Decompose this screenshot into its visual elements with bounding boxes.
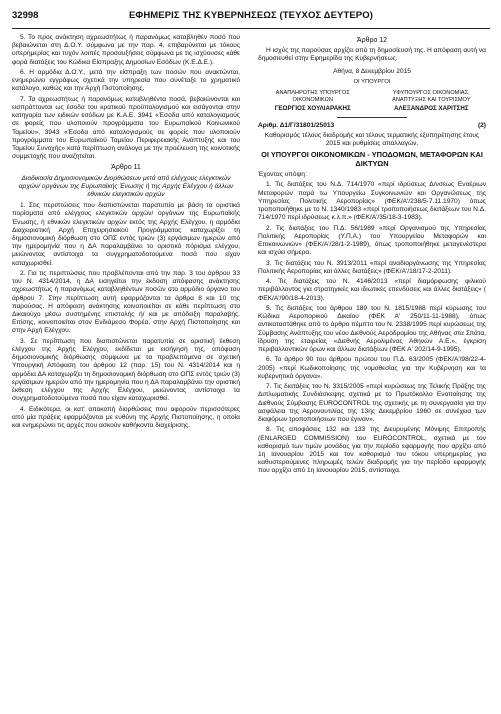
signature-role: ΥΦΥΠΟΥΡΓΟΣ ΟΙΚΟΝΟΜΙΑΣ, ΑΝΑΠΤΥΞΗΣ ΚΑΙ ΤΟΥΡΙΣΜΟΥ	[392, 90, 471, 103]
paragraph: 7. Τα αχρεωστήτως ή παρανόμως καταβληθέντα ποσά, βεβαιώνονται και εισπράττονται ως έσοδα του κρατικού προϋπολογισμού και εισάγονται στην κατηγορία των ειδικών εσόδων με Κ.Α.Ε. 3941 «Έσοδα από καταλογισμούς σε φορείς που υλοποιούν προγράμματα του Ευρωπαϊκού Κοινωνικού Ταμείου», 3943 «Έσοδα από καταλογισμούς σε φορείς που υλοποιούν προγράμματα του Ευρωπαϊκού Ταμείου Περιφερειακής Ανάπτυξης και του Ταμείου Συνοχής» κατά περίπτωση ανάλογα με την προέλευση της κοινοτικής συμμετοχής που αναζητείται.	[12, 95, 240, 161]
divider	[337, 117, 407, 118]
ministers-label: ΟΙ ΥΠΟΥΡΓΟΙ	[353, 78, 391, 85]
signatures-block	[258, 90, 486, 112]
signature-2	[377, 90, 486, 112]
paragraph: 4. Τις διατάξεις του Ν. 4146/2013 «περί διαμόρφωσης φιλικού περιβάλλοντος για στρατηγικές και ιδιωτικές επενδύσεις και άλλες διατάξεις» ( ΦΕΚ/Α'/90/18-4-2013).	[258, 278, 486, 302]
right-column	[258, 34, 486, 478]
paragraph: 2. Τις διατάξεις του Π.Δ. 56/1989 «περί Οργανισμού της Υπηρεσίας Πολιτικής Αεροπορίας (Υ.Π.Α.) του Υπουργείου Μεταφορών και Επικοινωνιών» (ΦΕΚ/Α'/28/1-2-1989), όπως τροποποιήθηκε μεταγενέστερα και ισχύει σήμερα.	[258, 224, 486, 257]
paragraph: 6. Η αρμόδια Δ.Ο.Υ., μετά την είσπραξη των ποσών που ανακτώνται, ενημερώνει εγγράφως σχετικά την υπηρεσία που συνέταξε το χρηματικό κατάλογο, καθώς και την Αρχή Πιστοποίησης.	[12, 69, 240, 93]
signature-name: ΑΛΕΞΑΝΔΡΟΣ ΧΑΡΙΤΣΗΣ	[393, 104, 469, 112]
journal-title: ΕΦΗΜΕΡΙΣ ΤΗΣ ΚΥΒΕΡΝΗΣΕΩΣ (ΤΕΥΧΟΣ ΔΕΥΤΕΡΟ)	[129, 10, 373, 21]
paragraph: Η ισχύς της παρούσας αρχίζει από τη δημοσίευσή της. Η απόφαση αυτή να δημοσιευθεί στην Εφημερίδα της Κυβερνήσεως.	[258, 47, 486, 63]
page-number: 32998	[12, 10, 39, 21]
page-header	[12, 10, 490, 29]
decision-number: (2)	[477, 122, 486, 130]
signature-1	[258, 90, 367, 112]
ministers-title: ΟΙ ΥΠΟΥΡΓΟΙ ΟΙΚΟΝΟΜΙΚΩΝ - ΥΠΟΔΟΜΩΝ, ΜΕΤΑΦΟΡΩΝ ΚΑΙ ΔΙΚΤΥΩΝ	[261, 150, 483, 168]
signature-name: ΓΕΩΡΓΙΟΣ ΧΟΥΛΙΑΡΑΚΗΣ	[274, 104, 351, 112]
decision-id-line	[258, 122, 486, 130]
gazette-page	[12, 6, 490, 708]
paragraph: 5. Τις διατάξεις του άρθρου 189 του Ν. 1815/1988 περί κύρωσης του Κώδικα Αεροπορικού Δικαίου (ΦΕΚ Α' 250/11-11-1988), όπως αντικαταστάθηκε από το άρθρο πέμπτο του Ν. 2338/1995 περί κυρώσεως της Σύμβασης Ανάπτυξης του νέου Διεθνούς Αεροδρομίου της Αθήνας στα Σπάτα, ίδρυση της εταιρείας «Διεθνής Αερολιμένας Αθηνών Α.Ε.», έγκριση περιβαλλοντικών όρων και άλλων διατάξεων (ΦΕΚ Α' 202/14-9-1995).	[258, 305, 486, 354]
paragraph: 2. Για τις περιπτώσεις που προβλέπονται από την παρ. 3 του άρθρου 33 του Ν. 4314/2014, η ΔΑ εισηγείται την έκδοση απόφασης ανάκτησης αχρεωστήτως ή παρανόμως καταβληθέντων ποσών στο αρμόδιο όργανο του άρθρου 7. Στην περίπτωση αυτή εφαρμόζονται τα άρθρα 8 και 10 της παρούσας. Η απόφαση ανάκτησης κοινοποιείται σε κάθε περίπτωση στο Δικαιούχο μέσω συστημένης επιστολής ή/ και με απόδειξη παραλαβής. Επίσης, κοινοποιείται στον Ενδιάμεσο Φορέα, στην Αρχή Πιστοποίησης και στην Αρχή Ελέγχου.	[12, 270, 240, 335]
paragraph: 6. Το άρθρο 90 του άρθρου πρώτου του Π.Δ. 63/2005 (ΦΕΚ/Α'/98/22-4-2005) «περί Κωδικοποίησης της νομοθεσίας για την Κυβέρνηση και τα κυβερνητικά όργανα».	[258, 356, 486, 380]
paragraph: 3. Σε περίπτωση που διαπιστώνεται παρατυπία σε οριστική έκθεση ελέγχου της Αρχής Ελέγχου, εκδίδεται με εισήγησή της, απόφαση δημοσιονομικής διόρθωσης σύμφωνα με τα προβλεπόμενα σε σχετική Υπουργική Απόφαση του άρθρου 12 (παρ. 15) του Ν. 4314/2014 και η αρμόδια ΔΑ καταχωρίζει τη δημοσιονομική διόρθωση στο ΟΠΣ εντός τριών (3) εργάσιμων ημερών από την ημερομηνία που η ΔΑ παραλαμβάνει την οριστική έκθεση ελέγχου της Αρχής Ελέγχου, μειώνοντας αντίστοιχα τα συγχρηματοδοτούμενα ποσά που είχαν καταχωρισθεί.	[12, 337, 240, 403]
signing-date: Αθήνα, 8 Δεκεμβρίου 2015	[333, 67, 411, 75]
article-11-title: Άρθρο 11	[111, 164, 141, 172]
decision-id: Αριθμ. Δ1/Γ/31801/25013	[258, 122, 335, 130]
paragraph: 7. Τις διατάξεις του Ν. 3315/2005 «περί κυρώσεως της Τελικής Πράξης της Διπλωματικής Συνδιάσκεψης σχετικά με το Πρωτόκολλο Ενοποίησης της Διεθνούς Σύμβασης EUROCONTROL της σχετικής με τη συνεργασία για την ασφάλεια της Αεροναυτιλίας της 13ης Δεκεμβρίου 1960 σε συνέχεια των διαφόρων τροποποιήσεων που έγιναν».	[258, 383, 486, 424]
article-12-title: Άρθρο 12	[356, 37, 388, 44]
paragraph: 3. Τις διατάξεις του Ν. 3913/2011 «περί αναδιοργάνωσης της Υπηρεσίας Πολιτικής Αεροπορίας και άλλες διατάξεις» (ΦΕΚ/Α'/18/17-2-2011).	[258, 259, 486, 275]
paragraph: 1. Τις διατάξεις του Ν.Δ. 714/1970 «περί ιδρύσεως Δ/νσεως Εναέριων Μεταφορών παρά τω Υπουργείω Συγκοινωνιών και Οργανώσεως της Υπηρεσίας Πολιτικής Αεροπορίας» (ΦΕΚ/Α'/238/5-7.11.1970) όπως τροποποιήθηκε με το Ν. 1340/1983 «περί τροποποιήσεως διατάξεων του Ν.Δ. 714/1970 περί ιδρύσεως κ.λ.π.» (ΦΕΚ/Α'/35/18-3-1983).	[258, 181, 486, 222]
paragraph: 1. Στις περιπτώσεις που διαπιστώνεται παρατυπία με βάση τα οριστικά πορίσματα από ελέγχους ελεγκτικών αρχών/ οργάνων της Ευρωπαϊκής Ένωσης, ή εθνικών ελεγκτικών αρχών εκτός της Αρχής Ελέγχου, η αρμόδια Διαχειριστική Αρχή Επιχειρησιακού Προγράμματος καταχωρίζει τη δημοσιονομική διόρθωση στο ΟΠΣ εντός τριών (3) εργάσιμων ημερών από την ημερομηνία που η ΔΑ παραλαμβάνει το οριστικό πόρισμα ελέγχου, μειώνοντας αντίστοιχα τα συγχρηματοδοτούμενα ποσά που είχαν καταχωρισθεί.	[12, 202, 240, 267]
paragraph: 5. Το προς ανάκτηση αχρεωστήτως ή παρανόμως καταβληθέν ποσό που βεβαιώνεται στη Δ.Ο.Υ. σύμφωνα με την παρ. 4, επιβαρύνεται με τόκους υπερημερίας και τυχόν λοιπές προσαυξήσεις σύμφωνα με τις ισχύουσες κάθε φορά διατάξεις του Κώδικα Είσπραξης Δημοσίων Εσόδων (Κ.Ε.Δ.Ε.).	[12, 34, 240, 66]
article-11-subtitle: Διαδικασία Δημοσιονομικών Διορθώσεων μετά από ελέγχους ελεγκτικών αρχών/ οργάνων της Ευρωπαϊκής Ένωσης ή της Αρχής Ελέγχου ή άλλων εθνικών ελεγκτικών αρχών	[18, 174, 234, 199]
having-in-view: Έχοντας υπόψη:	[258, 171, 307, 179]
left-column	[12, 34, 240, 432]
decision-description: Καθορισμός τέλους διαδρομής και τέλους τερματικής εξυπηρέτησης έτους 2015 και ρυθμίσεις απαλλαγών.	[264, 131, 480, 147]
paragraph: 8. Τις αποφάσεις 132 και 133 της Διευρυμένης Μόνιμης Επιτροπής (ENLARGED COMMISSION) του EUROCONTROL, σχετικά με τον καθορισμό των τιμών μονάδος για την περίοδο εφαρμογής που αρχίζει από 1η Ιανουαρίου 2015 και τον καθορισμό του τόκου υπερημερίας για καθυστερούμενες πληρωμές τελών διαδρομής για την περίοδο εφαρμογής που αρχίζει από 1η Ιανουαρίου 2015, αντίστοιχα.	[258, 426, 486, 475]
signature-role: ΑΝΑΠΛΗΡΩΤΗΣ ΥΠΟΥΡΓΟΣ ΟΙΚΟΝΟΜΙΚΩΝ	[275, 90, 350, 103]
paragraph: 4. Ειδικότερα, οι κατ' αποκοπή διορθώσεις που αφορούν περισσότερες από μία πράξεις εφαρμόζονται με ευθύνη της Αρχής Πιστοποίησης, η οποία και ενημερώνει τις αρχές που ασκούν καθήκοντα διαχείρισης.	[12, 405, 240, 430]
